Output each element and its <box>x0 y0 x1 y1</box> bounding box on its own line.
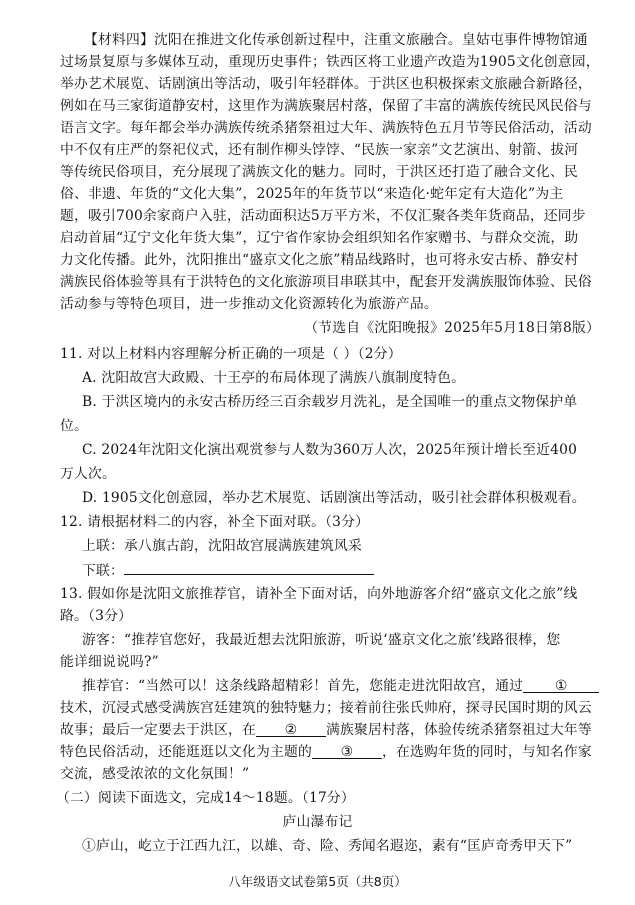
material4-line-13: 活动参与等特色项目，进一步推动文化资源转化为旅游产品。 <box>60 296 438 312</box>
passage-paragraph-1: ①庐山，屹立于江西九江，以雄、奇、险、秀闻名遐迩，素有“匡庐奇秀甲天下” <box>82 838 573 854</box>
passage-title: 庐山瀑布记 <box>282 814 353 830</box>
q11-option-d: D. 1905文化创意园，举办艺术展览、话剧演出等活动，吸引社会群体积极观看。 <box>82 490 586 506</box>
q13-stem-cont: 路。（3分） <box>60 608 133 624</box>
q13-stem: 13. 假如你是沈阳文旅推荐官，请补全下面对话，向外地游客介绍“盛京文化之旅”线 <box>60 586 578 602</box>
q12-stem: 12. 请根据材料二的内容，补全下面对联。（3分） <box>60 514 370 530</box>
q13-rec-text-3a: 故事；最后一定要去于洪区，在 <box>60 722 256 738</box>
material4-line-6: 中不仅有庄严的祭祀仪式，还有制作柳头饽饽、“民族一家亲”文艺演出、射箭、拔河 <box>60 142 579 158</box>
material4-line-9: 题，吸引700余家商户入驻，活动面积达5万平方米，不仅汇聚各类年货商品，还同步 <box>60 208 586 224</box>
q13-blank-1[interactable]: ① <box>523 678 599 693</box>
material4-line-5: 语言文字。每年都会举办满族传统杀猪祭祖过大年、满族特色五月节等民俗活动，活动 <box>60 120 592 136</box>
material4-line-2: 过场景复原与多媒体互动，重现历史事件；铁西区将工业遗产改造为1905文化创意园， <box>60 54 600 70</box>
material4-line-12: 满族民俗体验等具有于洪特色的文化旅游项目串联其中，配套开发满族服饰体验、民俗 <box>60 274 592 290</box>
q12-lower-blank[interactable] <box>124 560 374 575</box>
q13-blank-2[interactable]: ② <box>256 722 326 737</box>
q11-stem: 11. 对以上材料内容理解分析正确的一项是（ ）（2分） <box>60 346 402 362</box>
q12-lower-row <box>82 560 620 581</box>
q13-rec-line-3 <box>60 720 620 740</box>
material4-line-7: 等传统民俗项目，充分展现了满族文化的魅力。同时，于洪区还打造了融合文化、民 <box>60 164 578 180</box>
q13-tourist-line-2: 能详细说说吗?” <box>60 654 159 670</box>
q13-rec-text-4b: ，在选购年货的同时，与知名作家 <box>381 744 592 760</box>
material4-line-3: 举办艺术展览、话剧演出等活动，吸引年轻群体。于洪区也积极探索文旅融合新路径， <box>60 76 592 92</box>
q13-rec-line-2: 技术，沉浸式感受满族宫廷建筑的独特魅力；接着前往张氏帅府，探寻民国时期的风云 <box>60 700 592 716</box>
q13-rec-text-3b: 满族聚居村落，体验传统杀猪祭祖过大年等 <box>325 722 592 738</box>
page-footer: 八年级语文试卷第5页（共8页） <box>228 874 407 889</box>
material4-line-10: 启动首届“辽宁文化年货大集”，辽宁省作家协会组织知名作家赠书、与群众交流，助 <box>60 230 579 246</box>
q13-rec-line-5: 交流，感受浓浓的文化氛围！” <box>60 766 250 782</box>
material4-line-11: 力文化传播。此外，沈阳推出“盛京文化之旅”精品线路时，也可将永安古桥、静安村 <box>60 252 579 268</box>
q13-blank-3[interactable]: ③ <box>312 744 382 759</box>
q13-tourist-line-1: 游客：“推荐官您好，我最近想去沈阳旅游，听说‘盛京文化之旅’线路很棒，您 <box>82 632 561 648</box>
section2-heading: （二）阅读下面选文，完成14～18题。（17分） <box>56 790 355 806</box>
material4-line-1: 【材料四】沈阳在推进文化传承创新过程中，注重文旅融合。皇姑屯事件博物馆通 <box>84 32 588 48</box>
q11-option-c: C. 2024年沈阳文化演出观赏参与人数为360万人次，2025年预计增长至近400 <box>82 442 578 458</box>
q11-option-a: A. 沈阳故宫大政殿、十王亭的布局体现了满族八旗制度特色。 <box>82 370 466 386</box>
q13-rec-line-4 <box>60 742 620 762</box>
q13-rec-text-1: 推荐官：“当然可以！这条线路超精彩！首先，您能走进沈阳故宫，通过 <box>82 678 524 694</box>
material4-line-8: 俗、非遗、年货的“文化大集”，2025年的年货节以“来造化·蛇年定有大造化”为主 <box>60 186 564 202</box>
q13-rec-text-4a: 特色民俗活动，还能逛逛以文化为主题的 <box>60 744 312 760</box>
q13-rec-line-1 <box>82 676 620 696</box>
q12-lower-label: 下联： <box>82 563 124 579</box>
q11-option-b: B. 于洪区境内的永安古桥历经三百余载岁月洗礼，是全国唯一的重点文物保护单 <box>82 394 578 410</box>
material4-source: （节选自《沈阳晚报》2025年5月18日第8版） <box>304 320 600 336</box>
q11-option-b-cont: 位。 <box>60 418 88 434</box>
material4-line-4: 例如在马三家街道静安村，这里作为满族聚居村落，保留了丰富的满族传统民风民俗与 <box>60 98 592 114</box>
q11-option-c-cont: 万人次。 <box>60 466 116 482</box>
q12-upper: 上联：承八旗古韵，沈阳故宫展满族建筑风采 <box>82 538 362 554</box>
